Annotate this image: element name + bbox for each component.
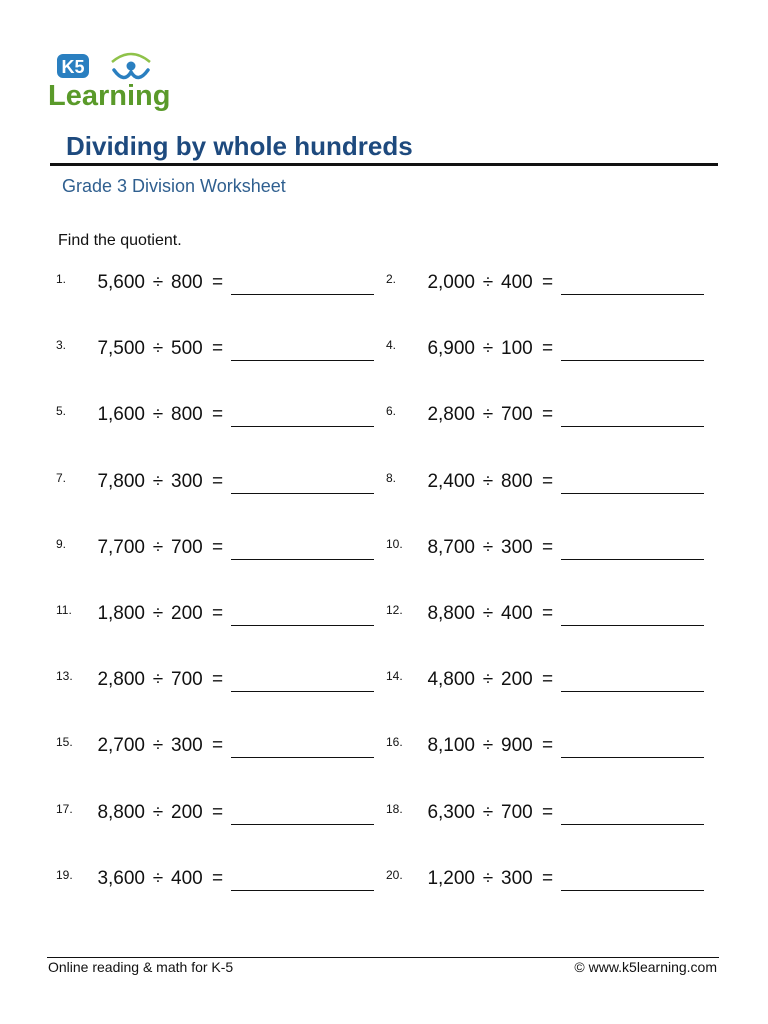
problem-number: 1.	[56, 272, 67, 286]
problem-13	[56, 659, 386, 725]
dividend: 1,800	[97, 602, 145, 624]
title-divider	[50, 163, 718, 166]
division-sign: ÷	[482, 272, 494, 293]
problem-15	[56, 725, 386, 791]
division-sign: ÷	[152, 867, 164, 889]
divisor: 100	[501, 338, 533, 360]
answer-blank[interactable]	[231, 824, 374, 825]
problem-3	[56, 328, 386, 394]
answer-blank[interactable]	[561, 493, 704, 494]
answer-blank[interactable]	[561, 360, 704, 361]
answer-blank[interactable]	[561, 625, 704, 626]
division-sign: ÷	[152, 669, 164, 691]
answer-blank[interactable]	[231, 625, 374, 626]
dividend: 8,800	[427, 602, 475, 624]
dividend: 2,800	[427, 404, 475, 426]
problem-9	[56, 527, 386, 593]
problem-number: 7.	[56, 470, 67, 485]
divisor: 200	[501, 669, 533, 691]
problem-number: 6.	[386, 404, 397, 419]
answer-blank[interactable]	[231, 691, 374, 692]
divisor: 300	[171, 735, 203, 757]
equals-sign: =	[212, 470, 224, 492]
division-sign: ÷	[482, 867, 494, 889]
instructions: Find the quotient.	[58, 232, 182, 249]
equals-sign: =	[212, 867, 224, 889]
answer-blank[interactable]	[231, 360, 374, 361]
equals-sign: =	[542, 272, 554, 293]
divisor: 300	[501, 867, 533, 889]
problem-number: 3.	[56, 338, 67, 353]
dividend: 1,200	[427, 867, 475, 889]
equals-sign: =	[212, 602, 224, 624]
dividend: 7,700	[97, 536, 145, 558]
dividend: 2,800	[97, 669, 145, 691]
division-sign: ÷	[482, 602, 494, 624]
footer-divider	[47, 957, 719, 958]
problem-number: 13.	[56, 669, 73, 684]
k5-learning-logo	[46, 50, 188, 114]
division-expression	[93, 603, 223, 625]
division-sign: ÷	[152, 602, 164, 624]
divisor: 700	[501, 404, 533, 426]
logo-wordmark: Learning	[48, 80, 171, 112]
answer-blank[interactable]	[231, 294, 374, 295]
problem-5	[56, 394, 386, 460]
dividend: 6,300	[427, 801, 475, 823]
divisor: 400	[501, 272, 533, 293]
division-sign: ÷	[482, 801, 494, 823]
division-sign: ÷	[152, 735, 164, 757]
dividend: 8,700	[427, 536, 475, 558]
problem-number: 16.	[386, 735, 403, 750]
division-expression	[423, 669, 553, 691]
division-expression	[423, 735, 553, 757]
division-expression	[93, 802, 223, 824]
problem-20	[386, 858, 716, 924]
answer-blank[interactable]	[561, 824, 704, 825]
answer-blank[interactable]	[231, 426, 374, 427]
problem-number: 14.	[386, 669, 403, 684]
answer-blank[interactable]	[561, 294, 704, 295]
division-expression	[93, 537, 223, 559]
division-expression	[423, 272, 553, 294]
equals-sign: =	[542, 470, 554, 492]
division-expression	[93, 471, 223, 493]
equals-sign: =	[212, 735, 224, 757]
worksheet-subtitle: Grade 3 Division Worksheet	[62, 176, 286, 196]
problem-14	[386, 659, 716, 725]
division-expression	[423, 338, 553, 360]
divisor: 200	[171, 602, 203, 624]
problem-number: 10.	[386, 536, 403, 551]
equals-sign: =	[212, 272, 224, 293]
problem-number: 8.	[386, 470, 397, 485]
division-expression	[93, 735, 223, 757]
division-sign: ÷	[482, 669, 494, 691]
answer-blank[interactable]	[561, 890, 704, 891]
divisor: 800	[171, 272, 203, 293]
division-expression	[93, 404, 223, 426]
division-sign: ÷	[482, 470, 494, 492]
division-expression	[423, 537, 553, 559]
divisor: 700	[171, 536, 203, 558]
equals-sign: =	[542, 536, 554, 558]
answer-blank[interactable]	[231, 890, 374, 891]
equals-sign: =	[542, 867, 554, 889]
divisor: 700	[501, 801, 533, 823]
division-expression	[93, 669, 223, 691]
divisor: 300	[171, 470, 203, 492]
problem-4	[386, 328, 716, 394]
equals-sign: =	[212, 669, 224, 691]
footer-website-link[interactable]: © www.k5learning.com	[574, 959, 717, 975]
division-sign: ÷	[152, 470, 164, 492]
divisor: 500	[171, 338, 203, 360]
problem-8	[386, 461, 716, 527]
division-sign: ÷	[152, 801, 164, 823]
problem-11	[56, 593, 386, 659]
problem-number: 11.	[56, 602, 72, 617]
dividend: 2,700	[97, 735, 145, 757]
divisor: 400	[501, 602, 533, 624]
divisor: 800	[171, 404, 203, 426]
division-expression	[423, 802, 553, 824]
divisor: 800	[501, 470, 533, 492]
division-expression	[423, 471, 553, 493]
division-sign: ÷	[482, 735, 494, 757]
division-expression	[423, 404, 553, 426]
equals-sign: =	[542, 404, 554, 426]
problem-7	[56, 461, 386, 527]
problem-grid	[56, 262, 716, 924]
problem-19	[56, 858, 386, 924]
problem-number: 5.	[56, 404, 67, 419]
division-sign: ÷	[152, 404, 164, 426]
problem-number: 17.	[56, 801, 73, 816]
problem-12	[386, 593, 716, 659]
equals-sign: =	[542, 801, 554, 823]
answer-blank[interactable]	[561, 426, 704, 427]
dividend: 4,800	[427, 669, 475, 691]
division-expression	[423, 603, 553, 625]
answer-blank[interactable]	[231, 757, 374, 758]
dividend: 7,500	[97, 338, 145, 360]
dividend: 3,600	[97, 867, 145, 889]
problem-number: 20.	[386, 867, 403, 882]
problem-2	[386, 262, 716, 328]
equals-sign: =	[542, 735, 554, 757]
answer-blank[interactable]	[561, 559, 704, 560]
equals-sign: =	[212, 404, 224, 426]
divisor: 700	[171, 669, 203, 691]
problem-number: 18.	[386, 801, 403, 816]
division-sign: ÷	[152, 338, 164, 360]
division-sign: ÷	[482, 404, 494, 426]
problem-6	[386, 394, 716, 460]
problem-10	[386, 527, 716, 593]
logo-badge-text: K5	[61, 57, 85, 77]
division-expression	[93, 868, 223, 890]
problem-number: 15.	[56, 735, 73, 750]
problem-number: 12.	[386, 602, 403, 617]
answer-blank[interactable]	[231, 493, 374, 494]
division-sign: ÷	[482, 338, 494, 360]
problem-1	[56, 262, 386, 328]
equals-sign: =	[212, 801, 224, 823]
worksheet-title: Dividing by whole hundreds	[66, 131, 413, 161]
division-expression	[93, 272, 223, 294]
dividend: 5,600	[97, 272, 145, 293]
dividend: 6,900	[427, 338, 475, 360]
equals-sign: =	[542, 602, 554, 624]
problem-number: 2.	[386, 272, 397, 286]
divisor: 200	[171, 801, 203, 823]
division-sign: ÷	[152, 536, 164, 558]
division-sign: ÷	[152, 272, 164, 293]
answer-blank[interactable]	[561, 691, 704, 692]
dividend: 8,100	[427, 735, 475, 757]
divisor: 300	[501, 536, 533, 558]
equals-sign: =	[212, 536, 224, 558]
problem-16	[386, 725, 716, 791]
dividend: 2,000	[427, 272, 475, 293]
equals-sign: =	[212, 338, 224, 360]
division-sign: ÷	[482, 536, 494, 558]
division-expression	[93, 338, 223, 360]
problem-number: 19.	[56, 867, 73, 882]
footer-tagline: Online reading & math for K-5	[48, 959, 234, 975]
dividend: 7,800	[97, 470, 145, 492]
divisor: 900	[501, 735, 533, 757]
dividend: 1,600	[97, 404, 145, 426]
answer-blank[interactable]	[231, 559, 374, 560]
problem-number: 9.	[56, 536, 67, 551]
problem-number: 4.	[386, 338, 397, 353]
dividend: 8,800	[97, 801, 145, 823]
division-expression	[423, 868, 553, 890]
equals-sign: =	[542, 338, 554, 360]
problem-18	[386, 792, 716, 858]
divisor: 400	[171, 867, 203, 889]
equals-sign: =	[542, 669, 554, 691]
problem-17	[56, 792, 386, 858]
answer-blank[interactable]	[561, 757, 704, 758]
dividend: 2,400	[427, 470, 475, 492]
